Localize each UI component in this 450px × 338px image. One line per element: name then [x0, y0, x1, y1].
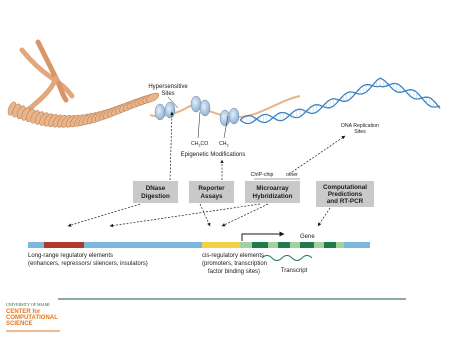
exon-4 [324, 242, 336, 248]
gene-label: Gene [300, 234, 315, 240]
reporter-label: Reporter [198, 185, 225, 192]
chromatin-fiber [6, 91, 160, 129]
dnase-label-2: Digestion [141, 193, 170, 200]
method-box-computational [316, 181, 374, 207]
exon-2 [278, 242, 290, 248]
cis-label: cis-regulatory elements [202, 253, 265, 259]
arrow-microarray-to-cis [222, 204, 268, 226]
transcription-start-arrow [242, 234, 284, 241]
method-box-reporter [189, 181, 234, 203]
utr-region [240, 242, 252, 248]
other-label: other [286, 172, 298, 178]
method-box-dnase [133, 181, 178, 203]
ch3-label: $CH_3$ [219, 141, 229, 148]
transcript-wave [262, 256, 312, 261]
exon-1 [252, 242, 268, 248]
arrow-other-to-replication [292, 136, 345, 172]
dnase-label: DNase [145, 185, 166, 192]
intron-3 [314, 242, 324, 248]
reporter-label-2: Assays [200, 193, 223, 200]
nucleosome [191, 96, 201, 112]
hypersensitive-sites-label: Hypersensitive [148, 84, 188, 90]
utr-3 [336, 242, 344, 248]
arrow-reporter-to-cis [200, 204, 210, 226]
computational-label-3: and RT-PCR [326, 198, 364, 205]
computational-label-2: Predictions [327, 191, 363, 198]
epigenetic-modifications-label: Epigenetic Modifications [180, 152, 246, 158]
cis-element [202, 242, 240, 248]
arrow-microarray-to-long-range [110, 204, 260, 226]
dna-double-helix [240, 78, 440, 123]
long-range-element [44, 242, 84, 248]
cis-label-3: factor binding sites) [208, 269, 261, 275]
microarray-label: Microarray [256, 185, 289, 192]
ch3co-label: $CH_3CO$ [191, 141, 209, 148]
logo-center: CENTER for [6, 309, 41, 315]
nucleosome [220, 110, 230, 126]
nucleosome [200, 100, 210, 116]
nucleosome [229, 108, 239, 124]
chip-chip-label: ChIP-chip [250, 172, 274, 178]
logo-university: UNIVERSITY OF MIAMI [6, 302, 50, 307]
arrow-dnase-to-hypersensitive [170, 112, 172, 180]
arrow-dnase-to-long-range [68, 204, 140, 226]
nucleosome-cluster [150, 96, 300, 126]
intron-2 [290, 242, 300, 248]
microarray-label-2: Hybridization [252, 193, 293, 200]
computational-label: Computational [322, 184, 368, 191]
dna-replication-label: DNA Replication [341, 123, 379, 129]
dashed-arrows [68, 112, 345, 226]
nucleosome [165, 102, 175, 118]
transcript-label: Transcript [280, 268, 308, 274]
exon-3 [300, 242, 314, 248]
nucleosome [155, 104, 165, 120]
gene-locus-bar [28, 242, 370, 248]
dna-replication-label-2: Sites [354, 129, 366, 135]
long-range-label: Long-range regulatory elements [28, 253, 114, 259]
ch3co-pointer [198, 112, 200, 138]
logo-science: SCIENCE [6, 321, 33, 327]
university-logo [6, 302, 58, 330]
chromosome-illustration [22, 42, 72, 110]
arrow-computational-to-gene [318, 208, 330, 226]
intron-1 [268, 242, 278, 248]
long-range-label-2: (enhancers, repressors/ silencers, insulators) [28, 261, 148, 267]
method-box-microarray [245, 181, 300, 203]
cis-label-2: (promoters, transcription [202, 261, 268, 267]
logo-computational: COMPUTATIONAL [6, 315, 58, 321]
hypersensitive-sites-label-2: Sites [161, 91, 175, 97]
